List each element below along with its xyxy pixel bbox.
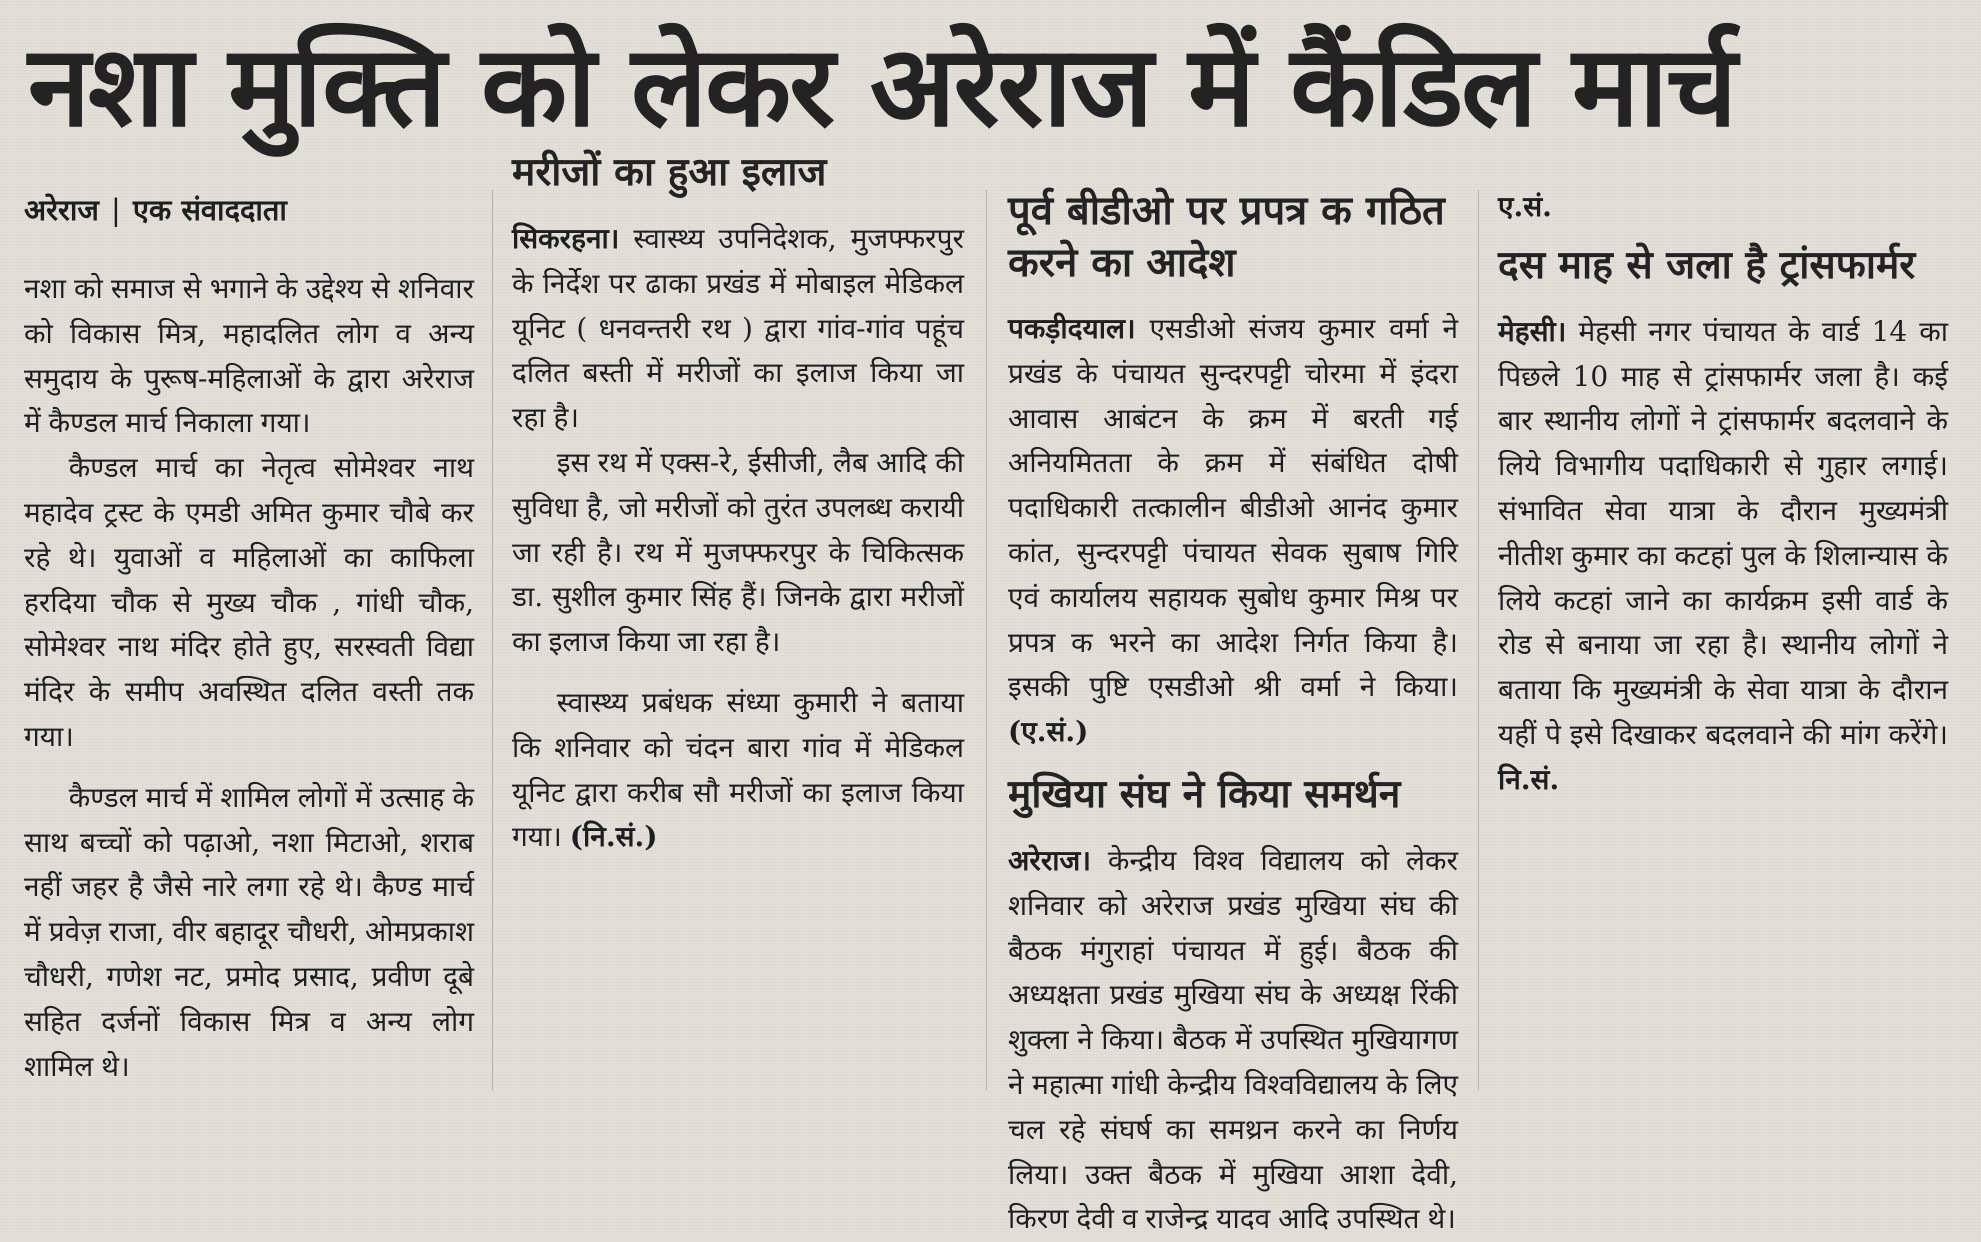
- story2-paragraph-3: [512, 681, 964, 860]
- byline-author: एक संवाददाता: [132, 193, 287, 227]
- story3-dateline: पकड़ीदयाल।: [1008, 312, 1136, 345]
- column-divider: [1478, 190, 1479, 1090]
- byline-separator: |: [111, 193, 121, 227]
- byline-place: अरेराज: [24, 193, 99, 227]
- story4-credit: ए.सं.: [1498, 190, 1552, 223]
- story2-text-1: स्वास्थ्य उपनिदेशक, मुजफ्फरपुर के निर्देश पर ढाका प्रखंड में मोबाइल मेडिकल यूनिट ( धनवन्तरी रथ ) द्वारा गांव-गांव पहूंच दलित बस्ती में मरीजों का इलाज किया जा रहा है।: [512, 222, 964, 435]
- column-2: [512, 141, 964, 1056]
- story3-credit: (ए.सं.): [1008, 715, 1089, 749]
- column-1: [24, 185, 474, 1100]
- story5-title: दस माह से जला है ट्रांसफार्मर: [1498, 242, 1916, 288]
- story4-title: मुखिया संघ ने किया समर्थन: [1008, 771, 1401, 817]
- story5-credit: नि.सं.: [1498, 762, 1560, 796]
- story4-continued: [1498, 185, 1948, 230]
- story2-paragraph-1: [512, 217, 964, 441]
- column-divider: [492, 190, 493, 1090]
- story4-text: केन्द्रीय विश्व विद्यालय को लेकर शनिवार को अरेराज प्रखंड मुखिया संघ की बैठक मंगुराहां पंचायत में हुई। बैठक की अध्यक्षता प्रखंड मुखिया संघ के अध्यक्ष रिंकी शुक्ला ने किया। बैठक में उपस्थित मुखियागण ने महात्मा गांधी केन्द्रीय विश्वविद्यालय के लिए चल रहे संघर्ष का समथ्रन करने का निर्णय लिया। उक्त बैठक में मुखिया आशा देवी, किरण देवी व राजेन्द्र यादव आदि उपस्थित थे।: [1008, 843, 1459, 1236]
- story3-title: पूर्व बीडीओ पर प्रपत्र क गठित करने का आदेश: [1008, 188, 1445, 286]
- story4-dateline: अरेराज।: [1008, 843, 1091, 877]
- story2-credit: (नि.सं.): [569, 820, 658, 854]
- story5-paragraph: [1498, 310, 1948, 803]
- column-4: [1498, 185, 1948, 1100]
- story4-paragraph: [1008, 839, 1458, 1242]
- byline: [24, 185, 474, 235]
- story3-paragraph: [1008, 307, 1458, 755]
- story2-text-3: स्वास्थ्य प्रबंधक संध्या कुमारी ने बताया कि शनिवार को चंदन बारा गांव में मेडिकल यूनिट द्वारा करीब सौ मरीजों का इलाज किया गया।: [512, 685, 964, 854]
- story2-dateline: सिकरहना।: [512, 222, 620, 255]
- headline: नशा मुक्ति को लेकर अरेराज में कैंडिल मार्च: [28, 22, 1736, 152]
- story5-dateline: मेहसी।: [1498, 314, 1567, 348]
- story5-text: मेहसी नगर पंचायत के वार्ड 14 का पिछले 10 माह से ट्रांसफार्मर जला है। कई बार स्थानीय लोगों ने ट्रांसफार्मर बदलवाने के लिये विभागीय पदाधिकारी से गुहार लगाई। संभावित सेवा यात्रा के दौरान मुख्यमंत्री नीतीश कुमार का कटहां पुल के शिलान्यास के लिये कटहां जाने का कार्यक्रम इसी वार्ड के रोड से बनाया जा रहा है। स्थानीय लोगों ने बताया कि मुख्यमंत्री के सेवा यात्रा के दौरान यहीं पे इसे दिखाकर बदलवाने की मांग करेंगे।: [1498, 314, 1948, 751]
- story3-text: एसडीओ संजय कुमार वर्मा ने प्रखंड के पंचायत सुन्दरपट्टी चोरमा में इंदरा आवास आबंटन के क्रम में बरती गई अनियमितता के क्रम में संबंधित दोषी पदाधिकारी तत्कालीन बीडीओ आनंद कुमार कांत, सुन्दरपट्टी पंचायत सेवक सुबाष गिरि एवं कार्यालय सहायक सुबोध कुमार मिश्र पर प्रपत्र क भरने का आदेश निर्गत किया है। इसकी पुष्टि एसडीओ श्री वर्मा ने किया।: [1008, 312, 1459, 704]
- story1-paragraph-2: कैण्डल मार्च का नेतृत्व सोमेश्वर नाथ महादेव ट्रस्ट के एमडी अमित कुमार चौबे कर रहे थे। युवाओं व महिलाओं का काफिला हरदिया चौक से मुख्य चौक , गांधी चौक, सोमेश्वर नाथ मंदिर होते हुए, सरस्वती विद्या मंदिर के समीप अवस्थित दलित वस्ती तक गया।: [24, 451, 474, 753]
- column-3: [1008, 185, 1459, 1236]
- column-divider: [986, 190, 987, 1090]
- story1-paragraph-3: कैण्डल मार्च में शामिल लोगों में उत्साह के साथ बच्चों को पढ़ाओ, नशा मिटाओ, शराब नहीं जहर है जैसे नारे लगा रहे थे। कैण्ड मार्च में प्रवेज़ राजा, वीर बहादूर चौधरी, ओमप्रकाश चौधरी, गणेश नट, प्रमोद प्रसाद, प्रवीण दूबे सहित दर्जनों विकास मित्र व अन्य लोग शामिल थे।: [24, 780, 474, 1083]
- story2-title: मरीजों का हुआ इलाज: [512, 150, 827, 195]
- story2-paragraph-2: इस रथ में एक्स-रे, ईसीजी, लैब आदि की सुविधा है, जो मरीजों को तुरंत उपलब्ध करायी जा रही है। रथ में मुजफ्फरपुर के चिकित्सक डा. सुशील कुमार सिंह हैं। जिनके द्वारा मरीजों का इलाज किया जा रहा है।: [512, 445, 964, 659]
- story1-paragraph-1: नशा को समाज से भगाने के उद्देश्य से शनिवार को विकास मित्र, महादलित लोग व अन्य समुदाय के पुरूष-महिलाओं के द्वारा अरेराज में कैण्डल मार्च निकाला गया।: [24, 272, 474, 440]
